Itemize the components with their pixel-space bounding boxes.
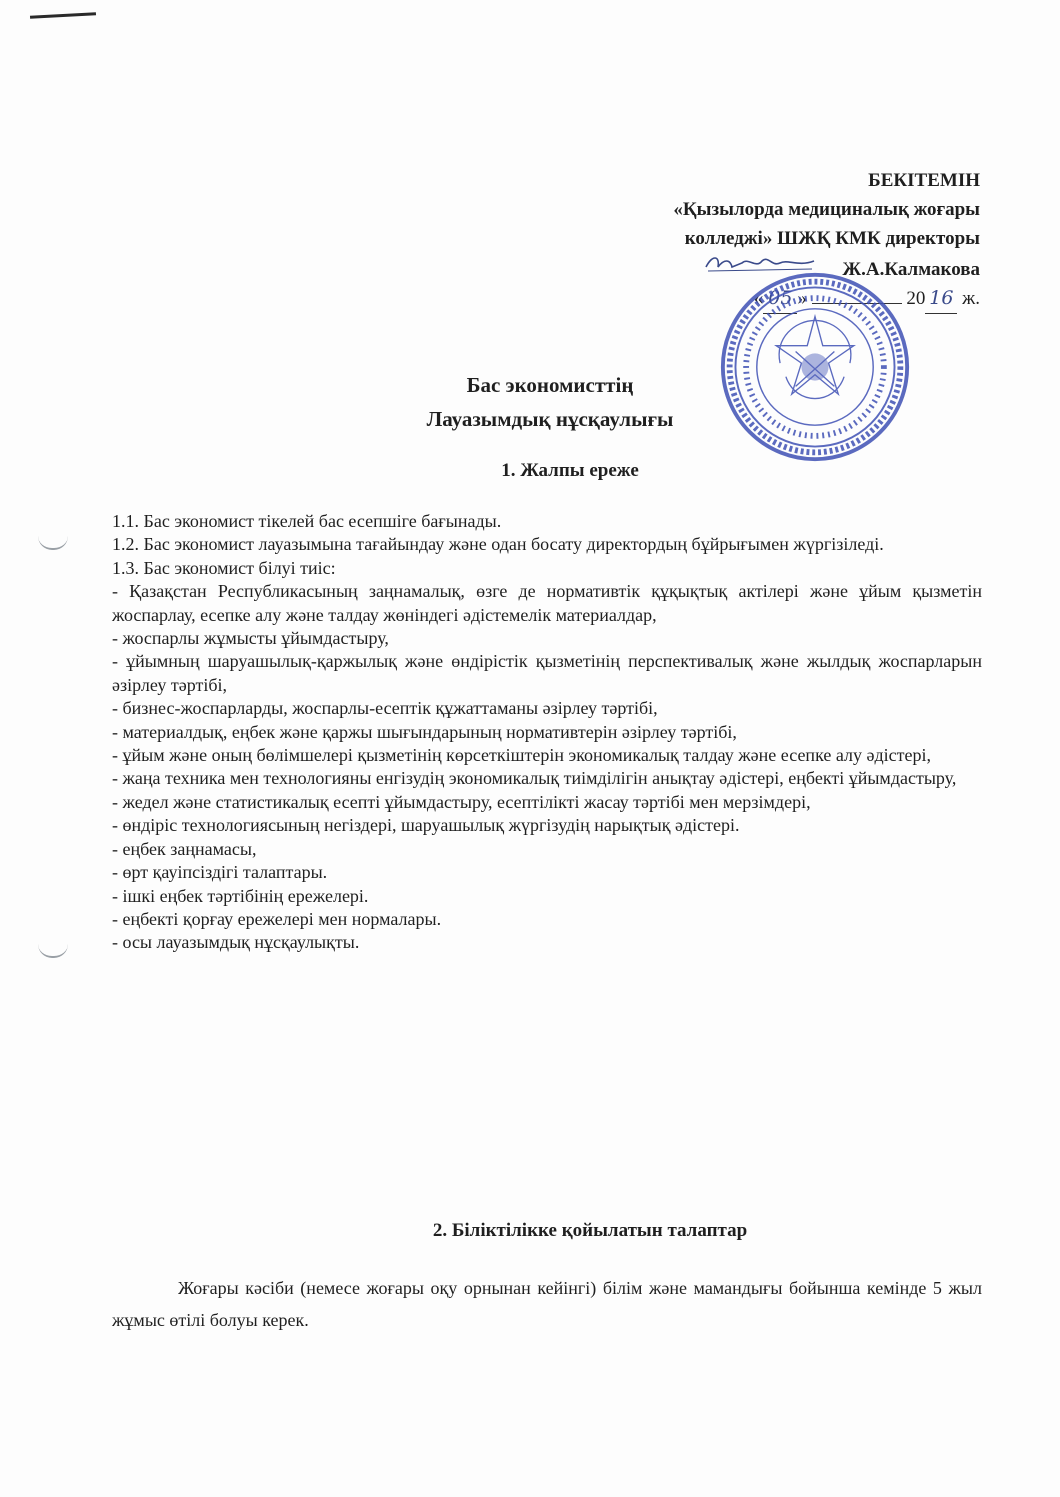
list-item: - жоспарлы жұмысты ұйымдастыру,	[112, 628, 389, 649]
list-item: - еңбек заңнамасы,	[112, 838, 257, 859]
list-item: - осы лауазымдық нұсқаулықты.	[112, 932, 360, 953]
paragraph: 1.1. Бас экономист тікелей бас есепшіге бағынады.	[112, 511, 502, 531]
list-item: - еңбекті қорғау ережелері мен нормалары.	[112, 908, 442, 929]
punch-hole-mark	[38, 536, 68, 550]
date-suffix: ж.	[962, 288, 980, 309]
document-title	[300, 368, 800, 436]
list-item: - жедел және статистикалық есепті ұйымдастыру, есептілікті жасау тәртібі мен мерзімдері,	[112, 791, 811, 812]
director-name: Ж.А.Калмакова	[842, 259, 980, 280]
paragraph: 1.2. Бас экономист лауазымына тағайындау және одан босату директордың бұйрығымен жүргізіледі.	[112, 534, 884, 555]
list-item: - материалдық, еңбек және қаржы шығындарының нормативтерін әзірлеу тәртібі,	[112, 721, 737, 742]
punch-hole-mark	[38, 944, 68, 958]
approval-org-line: «Қызылорда медициналық жоғары	[673, 199, 980, 220]
section-heading: 2. Біліктілікке қойылатын талаптар	[432, 1220, 748, 1241]
list-item: - бизнес-жоспарларды, жоспарлы-есептік құжаттаманы әзірлеу тәртібі,	[112, 698, 658, 719]
document-title-line: Лауазымдық нұсқаулығы	[426, 407, 674, 431]
list-item: - ұйымның шаруашылық-қаржылық және өндірістік қызметінің перспективалық және жылдық жоспарларын әзірлеу тәртібі,	[112, 651, 982, 695]
requirements-paragraph: Жоғары кәсіби (немесе жоғары оқу орнынан кейінгі) білім және мамандығы бойынша кемінде 5 жыл жұмыс өтілі болуы керек.	[112, 1278, 982, 1330]
list-item: - ұйым және оның бөлімшелері қызметінің көрсеткіштерін экономикалық талдау және есепке алу әдістері,	[112, 745, 931, 766]
corner-pen-mark	[30, 12, 96, 18]
section-body	[112, 510, 982, 955]
list-item: - өндіріс технологиясының негіздері, шаруашылық жүргізудің нарықтық әдістері.	[112, 815, 740, 836]
date-day: 05	[763, 284, 797, 314]
list-item: - өрт қауіпсіздігі талаптары.	[112, 862, 328, 883]
approval-heading: БЕКІТЕМІН	[868, 170, 980, 191]
list-item: - жаңа техника мен технологияны енгізудің экономикалық тиімділігін анықтау әдістері, еңбекті ұйымдастыру,	[112, 768, 957, 789]
date-year-prefix: 20	[906, 288, 926, 309]
list-item: - Қазақстан Республикасының заңнамалық, өзге де нормативтік құқықтық актілері және ұйым қызметін жоспарлау, есепке алу және талдау жөніндегі әдістемелік материалдар,	[112, 581, 982, 625]
list-item: - ішкі еңбек тәртібінің ережелері.	[112, 885, 369, 906]
approval-date-line: « 05 » 20 16 ж.	[560, 284, 980, 314]
document-title-line: Бас экономисттің	[466, 373, 634, 397]
section-heading: 1. Жалпы ереже	[501, 460, 639, 481]
approval-org-line: колледжі» ШЖҚ КМК директоры	[684, 228, 980, 249]
date-year: 16	[925, 284, 957, 314]
paragraph: 1.3. Бас экономист білуі тиіс:	[112, 557, 336, 578]
